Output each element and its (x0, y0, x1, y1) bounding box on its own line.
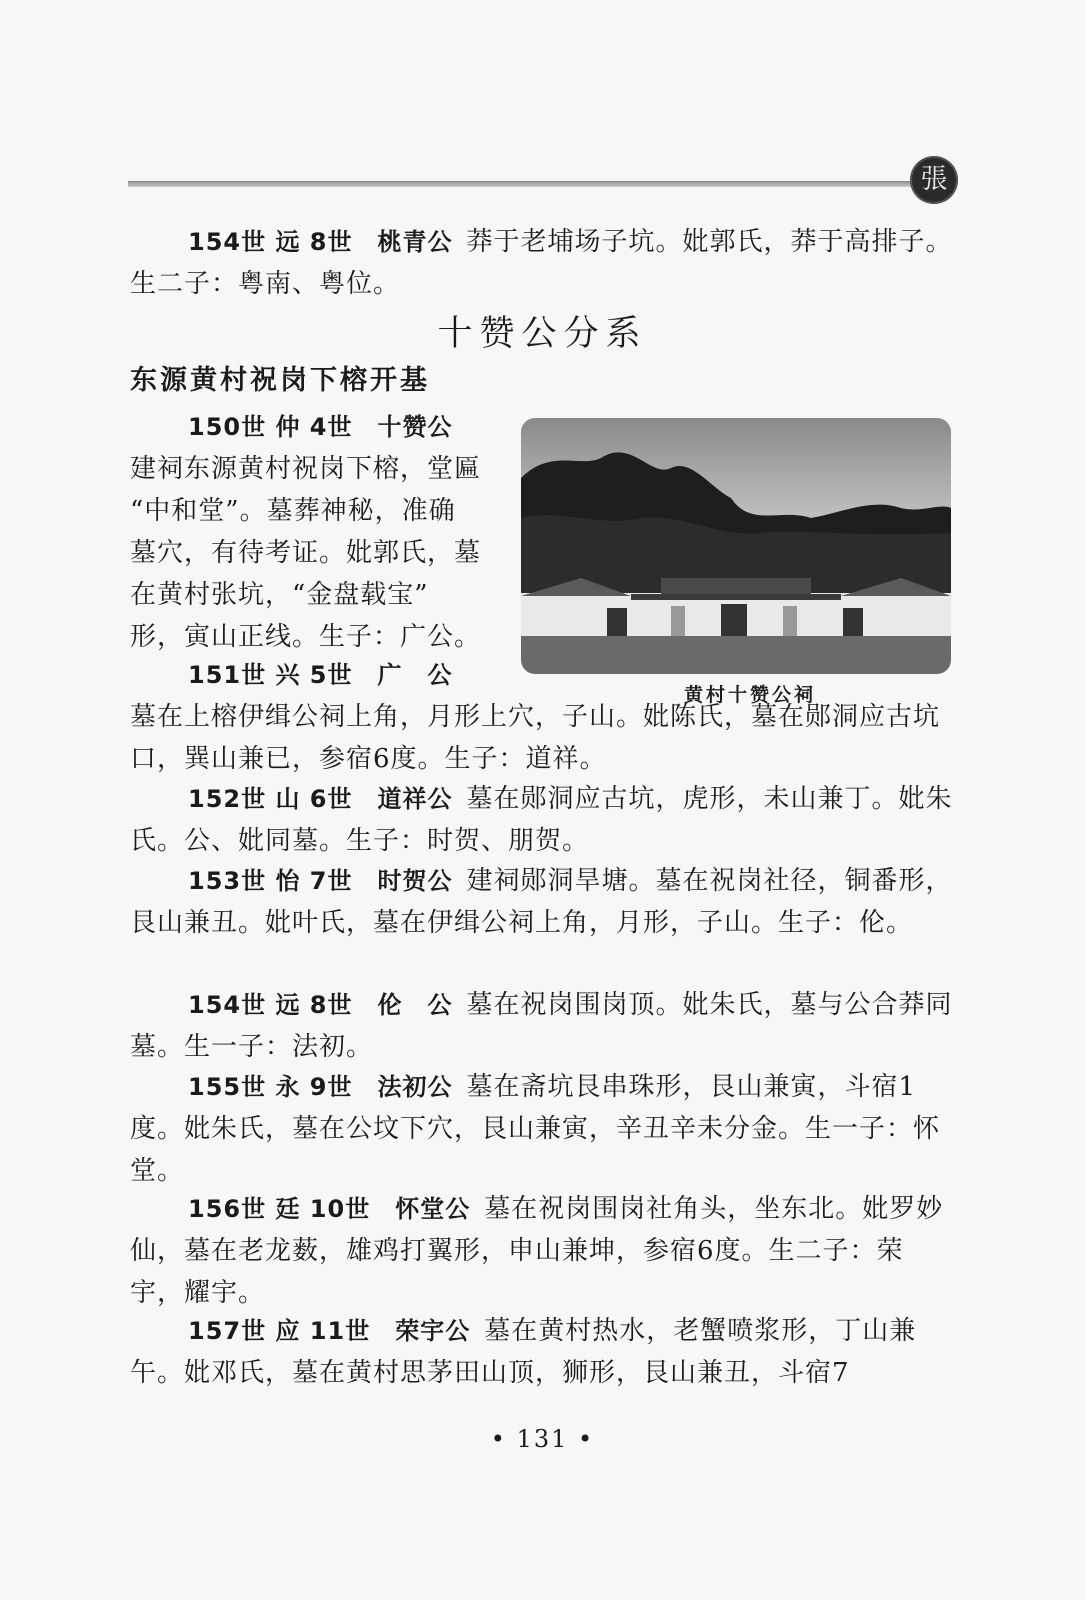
paragraph-rongyu (130, 1310, 957, 1394)
entry-label: 152世 山 6世 道祥公 (188, 785, 453, 813)
entry-text: 墓在斋坑艮串珠形，艮山兼寅，斗宿1度。妣朱氏，墓在公坟下穴，艮山兼寅，辛丑辛未分金。生一子：怀堂。 (130, 1072, 941, 1186)
entry-label: 157世 应 11世 荣宇公 (188, 1317, 471, 1345)
entry-line: 形，寅山正线。生子：广公。 (130, 622, 482, 652)
paragraph-fachu (130, 1066, 957, 1192)
entry-label: 156世 廷 10世 怀堂公 (188, 1195, 471, 1223)
paragraph-taoqing (130, 221, 957, 305)
entry-label: 155世 永 9世 法初公 (188, 1073, 453, 1101)
photo-illustration (521, 418, 951, 674)
paragraph-lun (130, 984, 957, 1068)
entry-line: 墓穴，有待考证。妣郭氏，墓 (130, 538, 482, 568)
sub-title: 东源黄村祝岗下榕开基 (130, 365, 430, 396)
paragraph-shizan (130, 406, 510, 658)
paragraph-huaitang (130, 1188, 957, 1314)
entry-line: 在黄村张坑，“金盘载宝” (130, 580, 429, 610)
paragraph-guang (130, 654, 957, 780)
entry-line: “中和堂”。墓葬神秘，准确 (130, 496, 456, 526)
header-rule (128, 181, 918, 187)
entry-label: 154世 远 8世 桃青公 (188, 228, 453, 256)
entry-text: 墓在祝岗围岗顶。妣朱氏，墓与公合莽同墓。生一子：法初。 (130, 990, 953, 1062)
entry-text: 墓在黄村热水，老蟹喷浆形，丁山兼午。妣邓氏，墓在黄村思茅田山顶，狮形，艮山兼丑，斗宿7 (130, 1316, 917, 1388)
entry-line: 建祠东源黄村祝岗下榕，堂匾 (130, 454, 482, 484)
zhang-seal-icon: 張 (910, 156, 958, 204)
entry-label: 150世 仲 4世 十赞公 (188, 413, 453, 441)
ancestral-hall-photo (521, 418, 951, 674)
entry-label: 151世 兴 5世 广 公 (188, 661, 453, 689)
page-number: • 131 • (490, 1425, 595, 1453)
paragraph-daoxiang (130, 778, 957, 862)
entry-text: 莽于老埔场子坑。妣郭氏，莽于高排子。生二子：粤南、粤位。 (130, 227, 953, 299)
entry-label: 154世 远 8世 伦 公 (188, 991, 453, 1019)
section-title: 十赞公分系 (437, 314, 648, 354)
entry-text: 建祠郧洞旱塘。墓在祝岗社径，铜番形，艮山兼丑。妣叶氏，墓在伊缉公祠上角，月形，子山。生子：伦。 (130, 866, 953, 938)
entry-text: 墓在祝岗围岗社角头，坐东北。妣罗妙仙，墓在老龙薮，雄鸡打翼形，申山兼坤，参宿6度。生二子：荣宇，耀宇。 (130, 1194, 944, 1308)
entry-text: 墓在上榕伊缉公祠上角，月形上穴，子山。妣陈氏，墓在郧洞应古坑口，巽山兼已，参宿6度。生子：道祥。 (130, 702, 941, 774)
photo-caption: 黄村十赞公祠 (683, 684, 816, 706)
entry-label: 153世 怡 7世 时贺公 (188, 867, 453, 895)
entry-text: 墓在郧洞应古坑，虎形，未山兼丁。妣朱氏。公、妣同墓。生子：时贺、朋贺。 (130, 784, 953, 856)
paragraph-shihe (130, 860, 957, 944)
